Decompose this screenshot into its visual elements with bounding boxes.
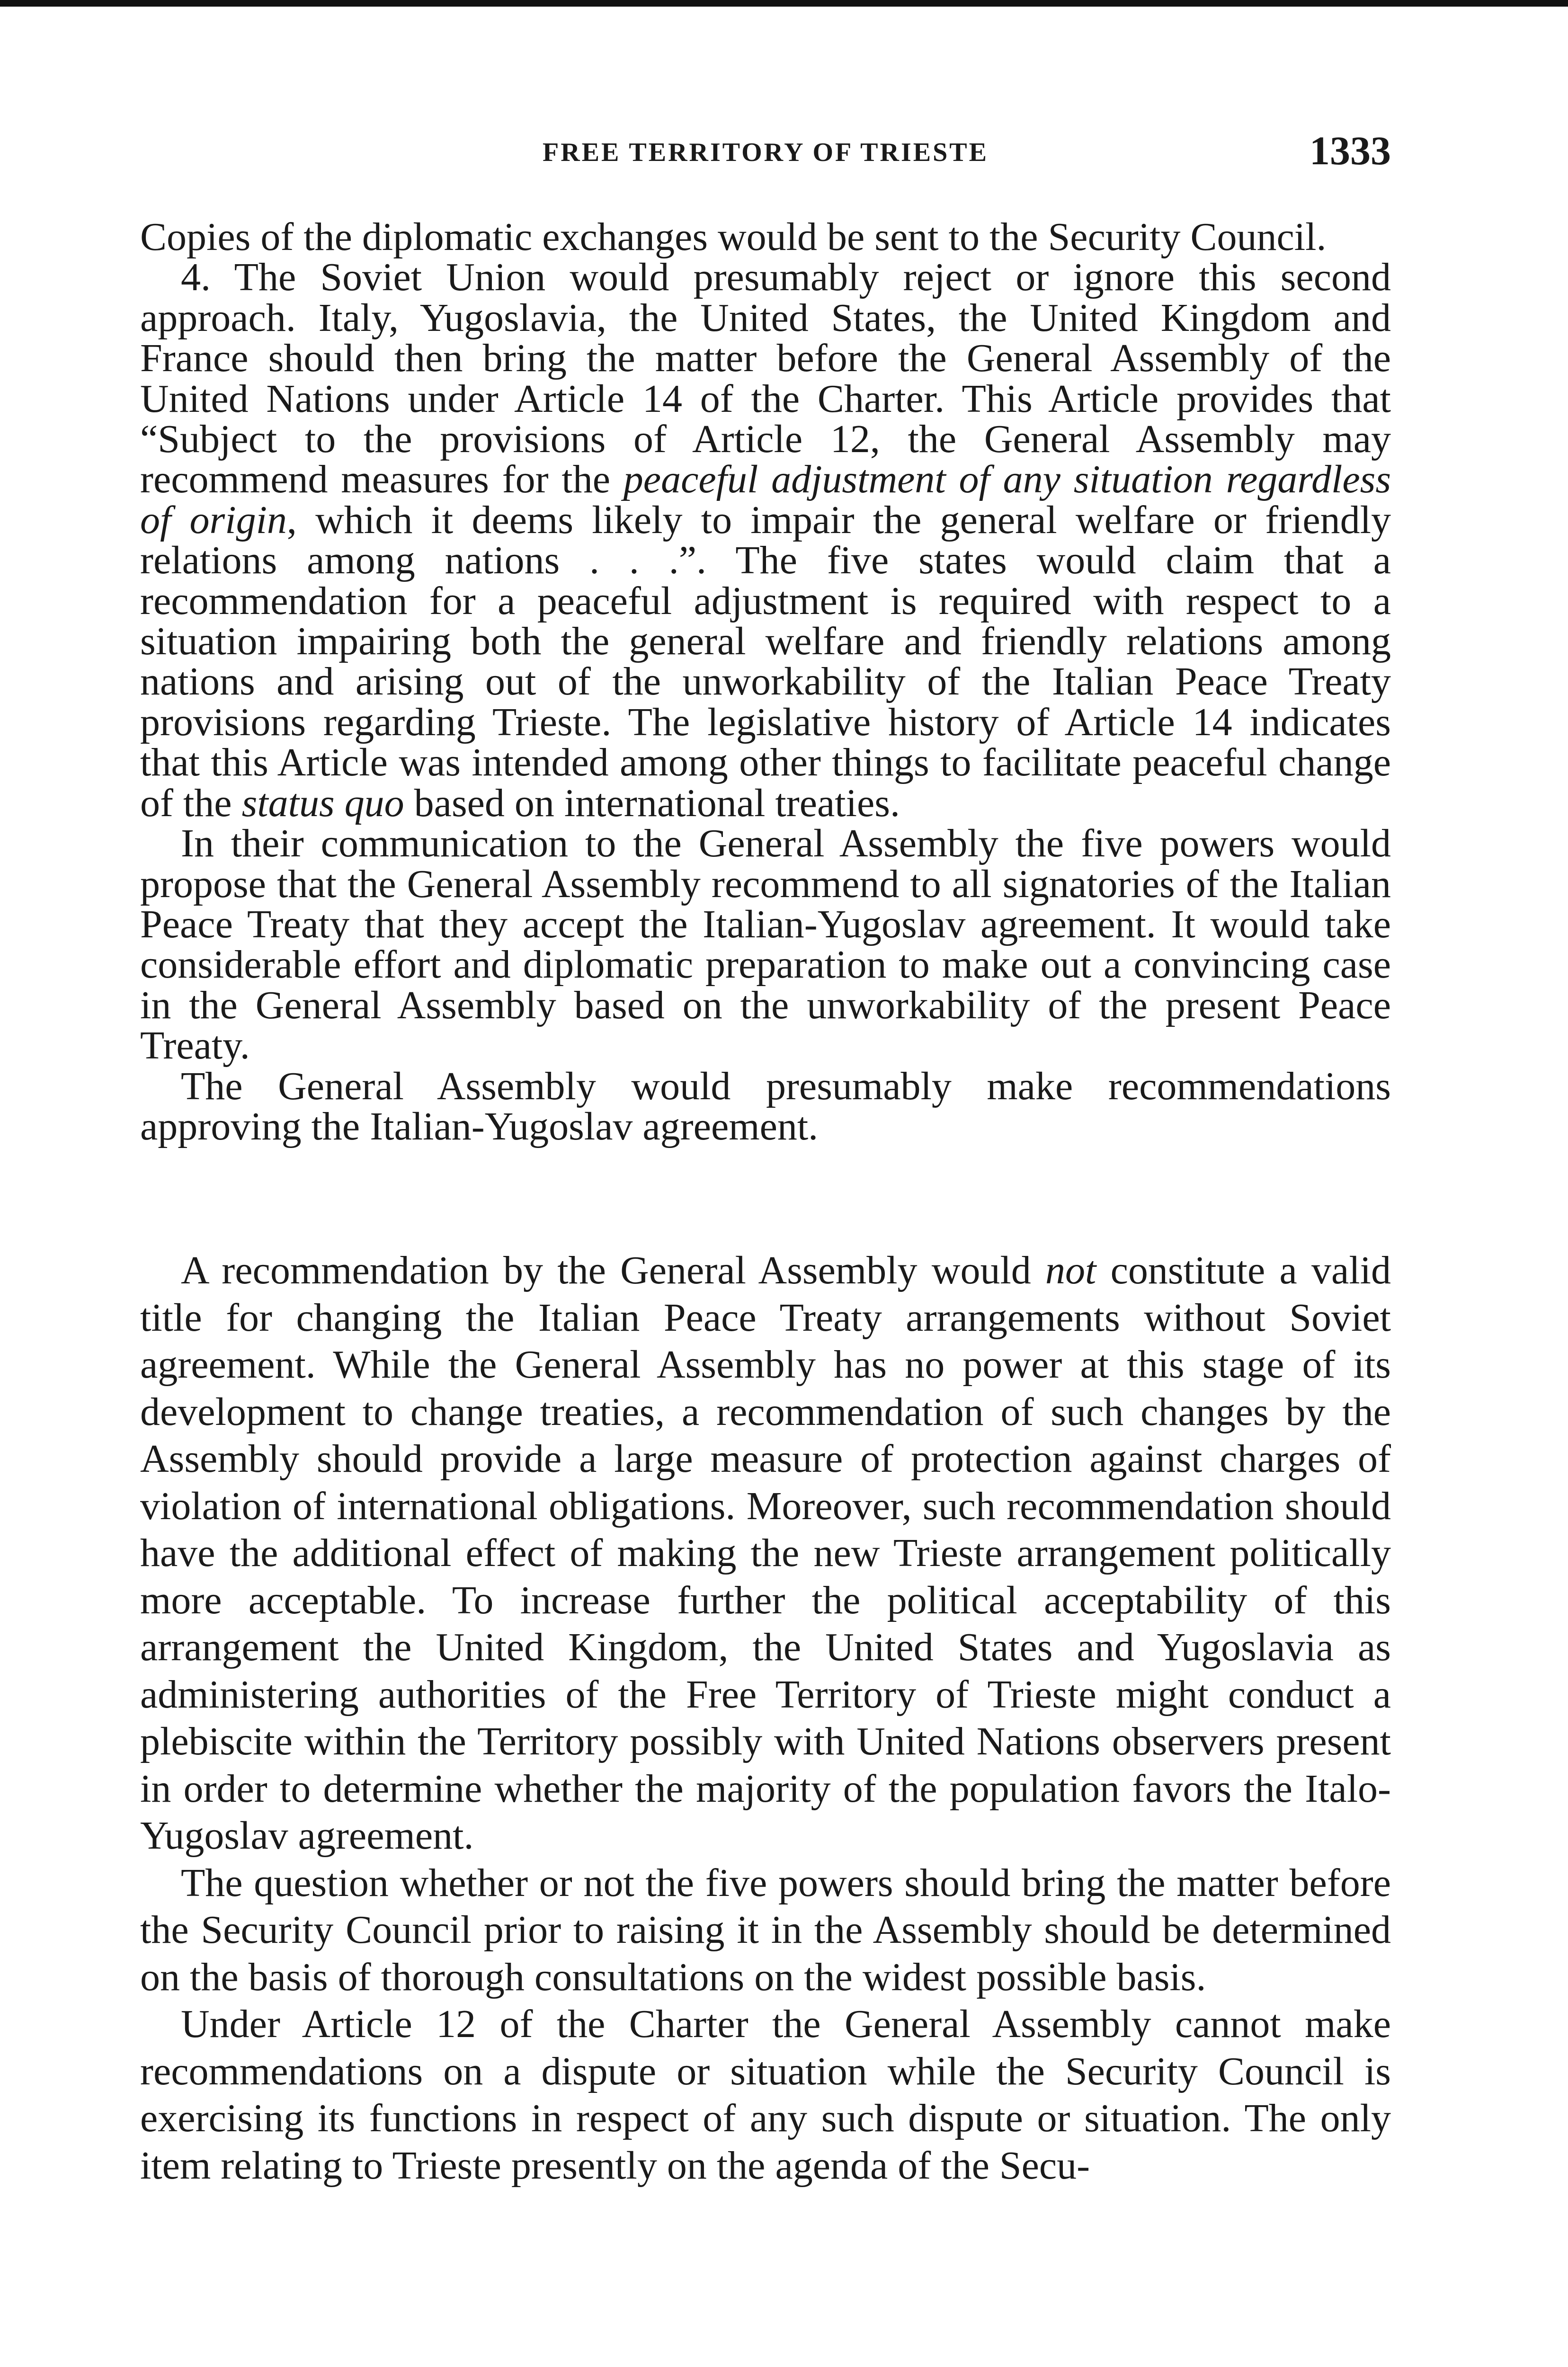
paragraph-assembly-recommendations: The General Assembly would presumably make recommendations approving the Italian-Yugoslav agreement. [140,1064,1391,1148]
paragraph-text-part: A recommendation by the General Assembly would [181,1248,1046,1292]
page-header [140,127,1391,179]
paragraph-text-part: constitute a valid title for changing the Italian Peace Treaty arrangements without Soviet agreement. While the General Assembly has no power at this stage of its development to change treaties, a recommendation of such changes by the Assembly should provide a large measure of protection against charges of violation of international obligations. Moreover, such recommendation should have the additional effect of making the new Trieste arrangement politically more acceptable. To increase further the political acceptability of this arrangement the United Kingdom, the United States and Yugoslavia as administering authorities of the Free Territory of Trieste might conduct a plebiscite within the Territory possibly with United Nations observers present in order to determine whether the majority of the population favors the Italo-Yugoslav agreement. [140,1248,1391,1858]
paragraph-copies-exchanges: Copies of the diplomatic exchanges would be sent to the Security Council. [140,215,1327,259]
paragraph-text-part: , which it deems likely to impair the general welfare or friendly relations among nations . . .”. The five states would claim that a recommendation for a peaceful adjustment is required with respect to a situation impairing both the general welfare and friendly relations among nations and arising out of the unworkability of the Italian Peace Treaty provisions regarding Trieste. The legislative history of Article 14 indicates that this Article was intended among other things to facilitate peaceful change of the [140,498,1391,825]
paragraph-security-council-question: The question whether or not the five powers should bring the matter before the Security Council prior to raising it in the Assembly should be determined on the basis of thorough consultations on the widest possible basis. [140,1860,1391,1999]
italic-status-quo: status quo [241,781,404,825]
paragraph-text-part: 4. The Soviet Union would presumably reject or ignore this second approach. Italy, Yugoslavia, the United States, the United Kingdom and France should then bring the matter before the General Assembly of the United Nations under Article 14 of the Charter. This Article provides that “Subject to the provisions of Article 12, the General Assembly may recommend measures for the [140,255,1391,502]
paragraph-recommendation-validity [140,1247,1391,1860]
paragraph-five-powers-proposal: In their communication to the General Assembly the five powers would propose that the General Assembly recommend to all signatories of the Italian Peace Treaty that they accept the Italian-Yugoslav agreement. It would take considerable effort and diplomatic preparation to make out a convincing case in the General Assembly based on the unworkability of the present Peace Treaty. [140,821,1391,1068]
italic-not: not [1045,1248,1096,1292]
italic-emphasis: peaceful adjustment of any situation regardless of origin [140,457,1391,542]
running-head: FREE TERRITORY OF TRIESTE [543,138,989,167]
paragraph-text-part: based on international treaties. [404,781,900,825]
body-text-section [140,1247,1391,2189]
paragraph-soviet-union-approach [140,257,1391,823]
paragraph-article-12: Under Article 12 of the Charter the General Assembly cannot make recommendations on a dispute or situation while the Security Council is exercising its functions in respect of any such dispute or situation. The only item relating to Trieste presently on the agenda of the Secu- [140,2002,1391,2188]
page-number: 1333 [1310,128,1391,173]
top-border-rule [0,0,1568,7]
quoted-memorandum-section [140,217,1391,1147]
